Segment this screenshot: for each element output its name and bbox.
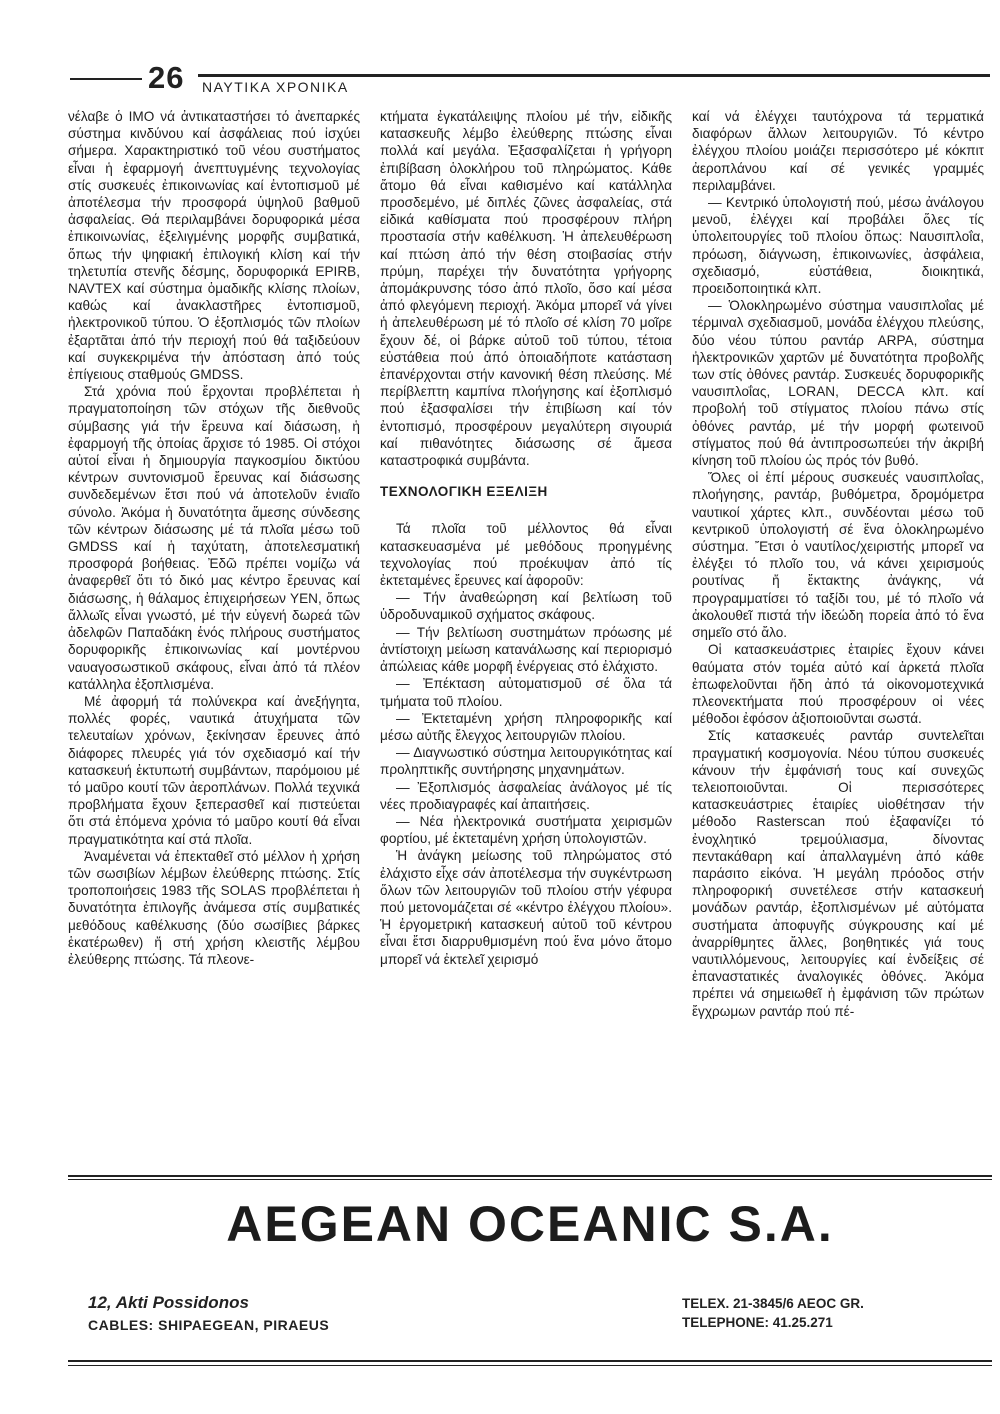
paragraph: Ὅλες οἱ ἐπί μέρους συσκευές ναυσιπλοΐας, πλοήγησης, ραντάρ, βυθόμετρα, δρομόμετρα ναυτικοί χάρτες κλπ., συνδέονται μέσω τοῦ κεντρικοῦ ὑπολογιστή σέ ἕνα ὁλοκληρωμένο σύστημα. Ἔτσι ὁ ναυτίλος/χειριστής μπορεῖ να ἐλέγξει τό πλοῖο του, νά κάνει χειρισμούς ρουτίνας ἤ ἔκτακτης ἀνάγκης, νά προγραμματίσει τό ταξίδι του, μέ τό πλοῖο νά ἀκολουθεῖ πιστά τήν ἰδεώδη πορεία ἀπό τό ἕνα σημεῖο στό ἄλο. [692,470,984,641]
list-item: — Ἐκτεταμένη χρήση πληροφορικῆς καί μέσω αὐτῆς ἔλεγχος λειτουργιῶν πλοίου. [380,710,672,743]
page-number: 26 [148,60,185,95]
list-item: — Ἐξοπλισμός ἀσφαλείας ἀνάλογος μέ τίς νέες προδιαγραφές καί ἀπαιτήσεις. [380,779,672,812]
advertiser-telex: TELEX. 21-3845/6 AEOC GR. [682,1296,864,1311]
list-item: — Διαγνωστικό σύστημα λειτουργικότητας καί προληπτικῆς συντήρησης μηχανημάτων. [380,745,672,778]
header-rule-right [198,74,990,77]
page-header [70,62,990,102]
header-rule-left [70,78,142,80]
advertiser-contact-block [682,1296,864,1330]
advertiser-cables: CABLES: SHIPAEGEAN, PIRAEUS [88,1317,330,1333]
list-item: — Τήν ἀναθεώρηση καί βελτίωση τοῦ ὑδροδυναμικοῦ σχήματος σκάφους. [380,590,672,623]
paragraph: νέλαβε ὁ ΙΜΟ νά ἀντικαταστήσει τό ἀνεπαρκές σύστημα κινδύνου καί ἀσφάλειας πού ἰσχύει σήμερα. Χαρακτηριστικό τοῦ νέου συστήματος εἶναι ἡ ἐφαρμογή ἀνεπτυγμένης τεχνολογίας στίς συσκευές ἐπικοινωνίας καί ἐντοπισμοῦ μέ ἀποτέλεσμα τήν προσφορά ὑψηλοῦ βαθμοῦ ἀσφαλείας. Θά περιλαμβάνει δορυφορικά μέσα ἐπικοινωνίας, ἐξελιγμένης μορφῆς συμβατικά, ὅπως τήν ψηφιακή ἐπιλογική κλίση καί τήν τηλετυπία στενῆς δέσμης, δορυφορικά EPIRB, NAVTEX καί σύστημα ὁμαδικῆς κλίσης πλοίων, καθώς καί ἀνακλαστῆρες ἐντοπισμοῦ, ἠλεκτρονικοῦ τύπου. Ὁ ἐξοπλισμός τῶν πλοίων ἐξαρτᾶται ἀπό τήν περιοχή πού θά ταξιδεύουν καί συγκεκριμένα τήν ἀπόσταση ἀπό τούς ἐπίγειους σταθμούς GMDSS. [68,109,360,383]
advertiser-address-block [88,1293,329,1333]
ad-bottom-rule-thin [68,1365,992,1366]
list-item: — Τήν βελτίωση συστημάτων πρόωσης μέ ἀντίστοιχη μείωση κατανάλωσης καί περιορισμό ἀπώλειας κάθε μορφῆ ἐνέργειας στό ἐλάχιστο. [380,624,672,675]
paragraph: Στίς κατασκευές ραντάρ συντελεῖται πραγματική κοσμογονία. Νέου τύπου συσκευές κάνουν τήν ἐμφάνισή τους καί συνεχῶς τελειοποιοῦνται. Οἱ περισσότερες κατασκευάστριες ἑταιρίες υἱοθέτησαν τήν μέθοδο Rasterscan πού ἐξαφανίζει τό ἐνοχλητικό τρεμούλιασμα, δίνοντας πεντακάθαρη καί ἀπαλλαγμένη ἀπό κάθε παράσιτο εἰκόνα. Ἡ μεγάλη πρόοδος στήν πληροφορική συνετέλεσε στήν κατασκευή μονάδων ραντάρ, ἐξοπλισμένων μέ αὐτόματα συστήματα ἀποφυγῆς σύγκρουσης καί μέ ἀναρρίθμητες ἄλλες, βοηθητικές γιά τους ναυτιλλόμενους, λειτουργίες καί ἐνδείξεις σέ ἐπαναστατικές ἀναλογικές ὀθόνες. Ἀκόμα πρέπει νά σημειωθεῖ ἡ ἐμφάνιση τῶν πρώτων ἔγχρωμων ραντάρ πού πέ- [692,728,984,1019]
article-column-2 [380,108,672,968]
article-bottom-rule-thin [68,1179,992,1180]
ad-bottom-rule [68,1360,992,1362]
article-body [68,108,992,1168]
paragraph: κτήματα ἐγκατάλειψης πλοίου μέ τήν, εἰδικῆς κατασκευῆς λέμβο ἐλεύθερης πτώσης εἶναι πολλά καί μεγάλα. Ἐξασφαλίζεται ἡ γρήγορη ἐπιβίβαση ὁλοκλήρου τοῦ πληρώματος. Κάθε ἄτομο θά εἶναι καθισμένο καί κατάλληλα προσδεμένο, μέ διπλές ζῶνες ἀσφαλείας, στά εἰδικά καθίσματα πού προσφέρουν πλήρη προστασία στήν καθέλκυση. Ἡ ἀπελευθέρωση καί πτώση ἀπό τήν θέση στοιβασίας στήν πρύμη, παρέχει τήν δυνατότητα γρήγορης ἀπομάκρυνσης τόσο ἀπό πλοῖο, ὅσο καί μέσα ἀπό φλεγόμενη περιοχή. Ἀκόμα μπορεῖ νά γίνει ἡ ἀπελευθέρωση μέ τό πλοῖο σέ κλίση 70 μοῖρε ἔχουν δέ, οἱ βάρκε αὐτοῦ τοῦ τύπου, τέτοια εὐστάθεια πού ἀπό ὁποιαδήποτε κατάσταση ἐπανέρχονται στήν κανονική θέση πλεύσης. Μέ περίβλεπτη καμπίνα πλοήγησης καί ἐξοπλισμό πού ἐξασφαλίσει τήν ἐπιβίωση καί τόν ἐντοπισμό, προσφέρουν μεγαλύτερη σιγουριά καί πιθανότητες διάσωσης σέ ἄμεσα καταστροφικά συμβάντα. [380,109,672,469]
list-item: — Νέα ἠλεκτρονικά συστήματα χειρισμῶν φορτίου, μέ ἐκτεταμένη χρήση ὑπολογιστῶν. [380,813,672,847]
list-item: — Ἐπέκταση αὐτοματισμοῦ σέ ὅλα τά τμήματα τοῦ πλοίου. [380,676,672,709]
paragraph: Τά πλοῖα τοῦ μέλλοντος θά εἶναι κατασκευασμένα μέ μεθόδους προηγμένης τεχνολογίας πού προέκυψαν ἀπό τίς ἐκτεταμένες ἔρευνες καί ἀφοροῦν: [380,521,672,589]
publication-title: ΝΑΥΤΙΚΑ ΧΡΟΝΙΚΑ [202,79,349,95]
article-column-1 [68,108,360,968]
section-heading: ΤΕΧΝΟΛΟΓΙΚΗ ΕΞΕΛΙΞΗ [380,484,548,500]
paragraph: Στά χρόνια πού ἔρχονται προβλέπεται ἡ πραγματοποίηση τῶν στόχων τῆς διεθνοῦς σύμβασης γιά τήν ἔρευνα καί διάσωση, ἡ ἐφαρμογή τῆς ὁποίας ἄρχισε τό 1985. Οἱ στόχοι αὐτοί εἶναι ἡ δημιουργία παγκοσμίου δικτύου κέντρων συντονισμοῦ ἔρευνας καί διάσωσης συνδεδεμένων ἔτσι πού νά ἀποτελοῦν ἑνιαῖο σύνολο. Ἀκόμα ἡ δυνατότητα ἄμεσης σύνδεσης τῶν κέντρων διάσωσης μέ τά πλοῖα μέσω τοῦ GMDSS καί ἡ ταχύτατη, ἀποτελεσματική προσφορά βοήθειας. Ἐδῶ πρέπει νομίζω νά ἀναφερθεῖ ὅτι τό δικό μας κέντρο ἔρευνας καί διάσωσης, ἡ θάλαμος ἐπιχειρήσεων ΥΕΝ, ὅπως ἄλλωῖς εἶναι γνωστό, μέ τήν εὐγενή δωρεά τῶν ἀδελφῶν Παπαδάκη ἑνός πλήρους συστήματος δορυφορικῆς ἐπικοινωνίας καί μοντέρνου ναυαγοσωστικοῦ σκάφους, εἶναι ἀπό τά πλέον κατάλληλα ἐξοπλισμένα. [68,384,360,692]
article-column-3 [692,108,984,1020]
paragraph: Μέ ἀφορμή τά πολύνεκρα καί ἀνεξήγητα, πολλές φορές, ναυτικά ἀτυχήματα τῶν τελευταίων χρόνων, ξεκίνησαν ἔρευνες ἀπό διάφορες πλευρές γιά τόν σχεδιασμό καί τήν κατασκευή ἐκτυπωτή συμβάντων, παρόμοιου μέ τό μαῦρο κουτί τῶν ἀεροπλάνων. Πολλά τεχνικά προβλήματα ἔχουν ξεπερασθεῖ καί πιστεύεται ὅτι στά ἑπόμενα χρόνια τό μαῦρο κουτί θά εἶναι πραγματικότητα καί στά πλοῖα. [68,693,360,847]
advertiser-telephone: TELEPHONE: 41.25.271 [682,1315,833,1330]
list-item: — Ὁλοκληρωμένο σύστημα ναυσιπλοΐας μέ τέρμιναλ σχεδιασμοῦ, μονάδα ἐλέγχου πλεύσης, δύο νέου τύπου ραντάρ ARPA, σύστημα ἠλεκτρονικῶν χαρτῶν μέ δυνατότητα προβολῆς των στίς ὀθόνες ραντάρ. Συσκευές δορυφορικῆς ναυσιπλοΐας, LORAN, DECCA κλπ. καί προβολή τοῦ στίγματος πλοίου πάνω στίς ὀθόνες ραντάρ, μέ τήν μορφή φωτεινοῦ στίγματος πού θά ἀντιπροσωπεύει τήν ἀκριβή κίνηση τοῦ πλοίου ὡς πρός τόν βυθό. [692,298,984,469]
paragraph: Ἀναμένεται νά ἐπεκταθεῖ στό μέλλον ἡ χρήση τῶν σωσιβίων λέμβων ἐλεύθερης πτώσης. Στίς τροποποιήσεις 1983 τῆς SOLAS προβλέπεται ἡ δυνατότητα ἐπιλογῆς ἀνάμεσα στίς συμβατικές μεθόδους καθέλκυσης (δύο σωσίβιες βάρκες ἑκατέρωθεν) ἤ στή χρήση κλειστῆς λέμβου ἐλεύθερης πτώσης. Τά πλεονε- [68,848,360,967]
paragraph: Οἱ κατασκευάστριες ἑταιρίες ἔχουν κάνει θαύματα στόν τομέα αὐτό καί ἀρκετά πλοῖα ἐπωφελοῦνται ἤδη ἀπό τά οἰκονομοτεχνικά πλεονεκτήματα πού προσφέρουν οἱ νέες μέθοδοι ἐφόσον ἀξιοποιοῦνται σωστά. [692,642,984,727]
article-bottom-rule [68,1175,992,1177]
advertiser-address: 12, Akti Possidonos [88,1293,249,1312]
paragraph: Ἡ ἀνάγκη μείωσης τοῦ πληρώματος στό ἐλάχιστο εἶχε σάν ἀποτέλεσμα τήν συγκέντρωση ὅλων τῶν λειτουργιῶν τοῦ πλοίου στήν γέφυρα πού μετονομάζεται σέ «κέντρο ἐλέγχου πλοίου». Ἡ ἐργομετρική κατασκευή αὐτοῦ τοῦ κέντρου εἶναι ἔτσι διαρρυθμισμένη πού ἕνα μόνο ἄτομο μπορεῖ νά ἐκτελεῖ χειρισμό [380,848,672,967]
advertiser-name: AEGEAN OCEANIC S.A. [226,1196,834,1252]
list-item: — Κεντρικό ὑπολογιστή πού, μέσω ἀνάλογου μενοῦ, ἐλέγχει καί προβάλει ὅλες τίς ὑπολειτουργίες τοῦ πλοίου ὅπως: Ναυσιπλοΐα, πρόωση, διάγνωση, ἐπικοινωνίες, ἀσφάλεια, σχεδιασμό, εὐστάθεια, διοικητικά, προειδοποιητικά κλπ. [692,195,984,297]
paragraph: καί νά ἐλέγχει ταυτόχρονα τά τερματικά διαφόρων ἄλλων λειτουργιῶν. Τό κέντρο ἐλέγχου πλοίου μοιάζει περισσότερο μέ κόκπιτ ἀεροπλάνου καί σέ γενικές γραμμές περιλαμβάνει. [692,109,984,193]
